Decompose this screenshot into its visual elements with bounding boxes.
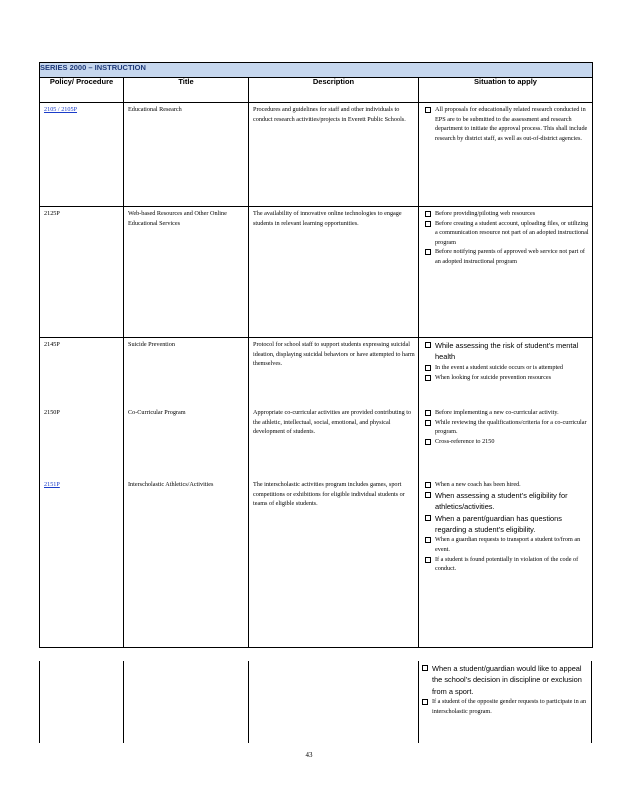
header-description: Description bbox=[249, 78, 419, 103]
policy-number: 2125P bbox=[40, 207, 124, 338]
header-title: Title bbox=[124, 78, 249, 103]
continuation-block bbox=[39, 661, 592, 743]
row-title: Co-Curricular Program bbox=[128, 409, 186, 416]
continuation-situations bbox=[420, 663, 590, 717]
column-header-row bbox=[40, 78, 593, 103]
policy-link-2105[interactable]: 2105 / 2105P bbox=[44, 106, 78, 113]
header-policy: Policy/ Procedure bbox=[40, 78, 124, 103]
situation-item: If a student is found potentially in violation of the code of conduct. bbox=[423, 555, 589, 574]
situation-item: In the event a student suicide occurs or is attempted bbox=[423, 363, 589, 373]
situation-item: If a student of the opposite gender requests to participate in an interscholastic program. bbox=[420, 697, 590, 716]
row-title: Suicide Prevention bbox=[128, 341, 175, 348]
situation-item: When a student/guardian would like to appeal the school’s decision in discipline or exclusion from a sport. bbox=[420, 663, 590, 697]
situation-item: Cross-reference to 2150 bbox=[435, 437, 495, 445]
table-row bbox=[40, 207, 593, 338]
row-title: Web-based Resources and Other Online Educational Services bbox=[124, 207, 249, 338]
situation-item: When looking for suicide prevention resources bbox=[423, 373, 589, 383]
row-description: Procedures and guidelines for staff and other individuals to conduct research activities/projects in Everett Public Schools. bbox=[249, 103, 419, 207]
series-title: SERIES 2000 – INSTRUCTION bbox=[40, 63, 593, 78]
policy-link-2151[interactable]: 2151P bbox=[44, 481, 60, 488]
situation-item: Before providing/piloting web resources bbox=[423, 209, 589, 219]
policy-number: 2145P bbox=[44, 341, 60, 348]
situation-item: All proposals for educationally related research conducted in EPS are to be submitted to the assessment and research department to initiate the approval process. This shall include research by district staff, as well as out-of-district agencies. bbox=[423, 105, 589, 143]
situation-item: When a new coach has been hired. bbox=[423, 480, 589, 490]
row-description: Appropriate co-curricular activities are provided contributing to the athletic, intellectual, social, emotional, and physical development of students. bbox=[253, 409, 412, 436]
situation-item: When a parent/guardian has questions regarding a student’s eligibility. bbox=[423, 513, 589, 536]
situation-item: When a guardian requests to transport a student to/from an event. bbox=[423, 535, 589, 554]
page-number: 43 bbox=[305, 751, 313, 759]
row-title: Educational Research bbox=[124, 103, 249, 207]
series-header-row bbox=[40, 63, 593, 78]
row-title: Interscholastic Athletics/Activities bbox=[128, 481, 214, 488]
row-description: The availability of innovative online technologies to engage students in relevant learning opportunities. bbox=[249, 207, 419, 338]
situation-item: Before implementing a new co-curricular activity. bbox=[423, 408, 589, 418]
situation-item: Before creating a student account, uploading files, or utilizing a communication resource not part of an adopted instructional program bbox=[423, 219, 589, 248]
policy-number: 2150P bbox=[44, 409, 60, 416]
table-row bbox=[40, 338, 593, 648]
table-row bbox=[40, 103, 593, 207]
header-situation: Situation to apply bbox=[419, 78, 593, 103]
policy-table bbox=[39, 62, 593, 648]
row-description: Protocol for school staff to support students expressing suicidal ideation, displaying suicidal behaviors or have attempted to harm themselves. bbox=[253, 341, 415, 368]
situation-item: While assessing the risk of student’s mental health bbox=[423, 340, 589, 363]
situation-item: Before notifying parents of approved web service not part of an adopted instructional program bbox=[423, 247, 589, 266]
situation-item: When assessing a student’s eligibility for athletics/activities. bbox=[423, 490, 589, 513]
row-description: The interscholastic activities program includes games, sport competitions or exhibitions for eligible individual students or teams of eligible students. bbox=[253, 481, 405, 508]
situation-item: While reviewing the qualifications/criteria for a co-curricular program. bbox=[423, 418, 589, 437]
